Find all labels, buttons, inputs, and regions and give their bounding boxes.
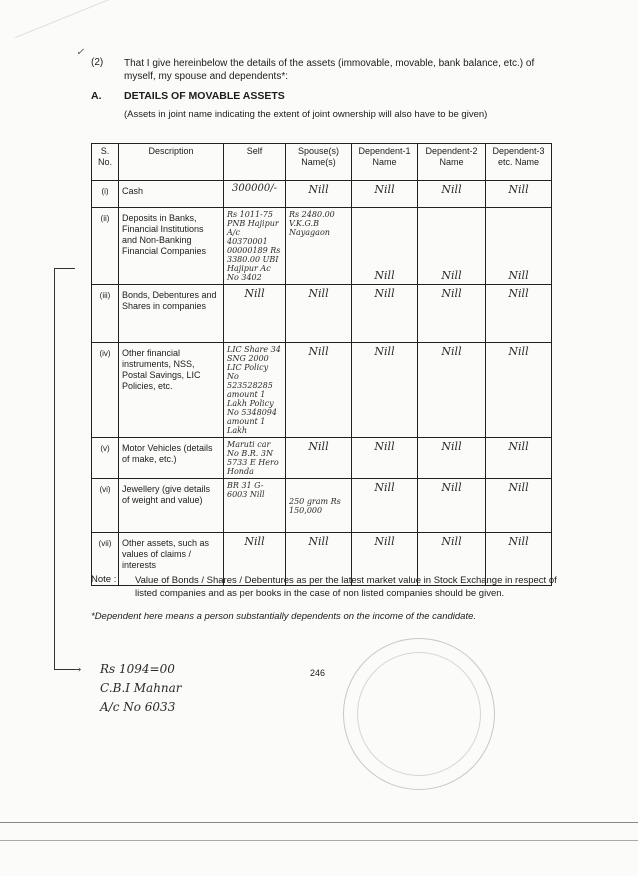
scan-artifact <box>0 0 117 38</box>
dependent3-value: Nill <box>486 181 552 208</box>
row-description: Cash <box>119 181 224 208</box>
dependent3-value: Nill <box>486 208 552 285</box>
row-number: (i) <box>92 181 119 208</box>
row-number: (ii) <box>92 208 119 285</box>
dependent1-value: Nill <box>352 181 418 208</box>
table-row <box>92 285 552 343</box>
table-row <box>92 208 552 285</box>
row-number: (iv) <box>92 343 119 438</box>
section-title: DETAILS OF MOVABLE ASSETS <box>124 90 285 102</box>
dependent2-value: Nill <box>418 438 486 479</box>
row-number: (v) <box>92 438 119 479</box>
scan-artifact <box>0 822 638 823</box>
note-label: Note : <box>91 574 117 585</box>
scan-artifact <box>0 840 638 841</box>
column-header: Self <box>224 144 286 181</box>
column-header: Spouse(s) Name(s) <box>286 144 352 181</box>
dependent1-value: Nill <box>352 208 418 285</box>
handwritten-line: A/c No 6033 <box>100 700 176 714</box>
spouse-value: Nill <box>286 285 352 343</box>
section-note: (Assets in joint name indicating the extent of joint ownership will also have to be given) <box>124 109 488 120</box>
handwritten-line: C.B.I Mahnar <box>100 681 182 695</box>
dependent3-value: Nill <box>486 438 552 479</box>
spouse-value: Nill <box>286 181 352 208</box>
item-number: (2) <box>91 57 104 68</box>
column-header: Description <box>119 144 224 181</box>
dependent2-value: Nill <box>418 208 486 285</box>
self-value: Nill <box>224 533 286 586</box>
spouse-value: Nill <box>286 438 352 479</box>
dependent3-value: Nill <box>486 533 552 586</box>
dependent2-value: Nill <box>418 533 486 586</box>
dependent3-value: Nill <box>486 479 552 533</box>
margin-bracket-mark <box>54 268 75 670</box>
row-description: Motor Vehicles (details of make, etc.) <box>119 438 224 479</box>
section-letter: A. <box>91 90 102 102</box>
movable-assets-table <box>91 143 552 586</box>
self-value: LIC Share 34 SNG 2000 LIC Policy No 523528285 amount 1 Lakh Policy No 5348094 amount 1 Lakh <box>224 343 286 438</box>
dependent1-value: Nill <box>352 438 418 479</box>
table-row <box>92 181 552 208</box>
handwritten-note <box>100 660 182 717</box>
self-value: BR 31 G-6003 Nill <box>224 479 286 533</box>
dependent2-value: Nill <box>418 343 486 438</box>
dependent1-value: Nill <box>352 479 418 533</box>
self-value: Nill <box>224 285 286 343</box>
note-text: Value of Bonds / Shares / Debentures as per the latest market value in Stock Exchange in respect of listed companies and as per books in the case of non listed companies should be given. <box>135 575 557 599</box>
dependent1-value: Nill <box>352 285 418 343</box>
row-number: (iii) <box>92 285 119 343</box>
row-number: (vii) <box>92 533 119 586</box>
column-header: Dependent-3 etc. Name <box>486 144 552 181</box>
spouse-value: Rs 2480.00 V.K.G.B Nayagaon <box>286 208 352 285</box>
dependent1-value: Nill <box>352 533 418 586</box>
row-description: Other financial instruments, NSS, Postal Savings, LIC Policies, etc. <box>119 343 224 438</box>
row-description: Other assets, such as values of claims / interests <box>119 533 224 586</box>
footnote: *Dependent here means a person substantially dependents on the income of the candidate. <box>91 611 477 622</box>
row-description: Deposits in Banks, Financial Institutions and Non-Banking Financial Companies <box>119 208 224 285</box>
column-header: S. No. <box>92 144 119 181</box>
row-description: Bonds, Debentures and Shares in companies <box>119 285 224 343</box>
table-row <box>92 438 552 479</box>
dependent1-value: Nill <box>352 343 418 438</box>
dependent2-value: Nill <box>418 479 486 533</box>
seal-stamp <box>343 638 495 790</box>
dependent2-value: Nill <box>418 181 486 208</box>
spouse-value: Nill <box>286 343 352 438</box>
dependent3-value: Nill <box>486 343 552 438</box>
dependent2-value: Nill <box>418 285 486 343</box>
table-row <box>92 479 552 533</box>
arrow-icon: → <box>72 663 82 676</box>
column-header: Dependent-1 Name <box>352 144 418 181</box>
handwritten-line: Rs 1094=00 <box>100 662 175 676</box>
table-header-row <box>92 144 552 181</box>
table-row <box>92 343 552 438</box>
page-number: 246 <box>310 668 326 678</box>
row-number: (vi) <box>92 479 119 533</box>
margin-mark: ✓ <box>76 47 85 58</box>
spouse-value: 250 gram Rs 150,000 <box>286 479 352 533</box>
self-value: Rs 1011-75 PNB Hajipur A/c 40370001 00000189 Rs 3380.00 UBI Hajipur Ac No 3402 <box>224 208 286 285</box>
self-value: 300000/- <box>224 181 286 208</box>
self-value: Maruti car No B.R. 3N 5733 E Hero Honda <box>224 438 286 479</box>
intro-paragraph: That I give hereinbelow the details of the assets (immovable, movable, bank balance, etc.) of myself, my spouse and dependents*: <box>124 58 535 82</box>
dependent3-value: Nill <box>486 285 552 343</box>
row-description: Jewellery (give details of weight and value) <box>119 479 224 533</box>
spouse-value: Nill <box>286 533 352 586</box>
column-header: Dependent-2 Name <box>418 144 486 181</box>
